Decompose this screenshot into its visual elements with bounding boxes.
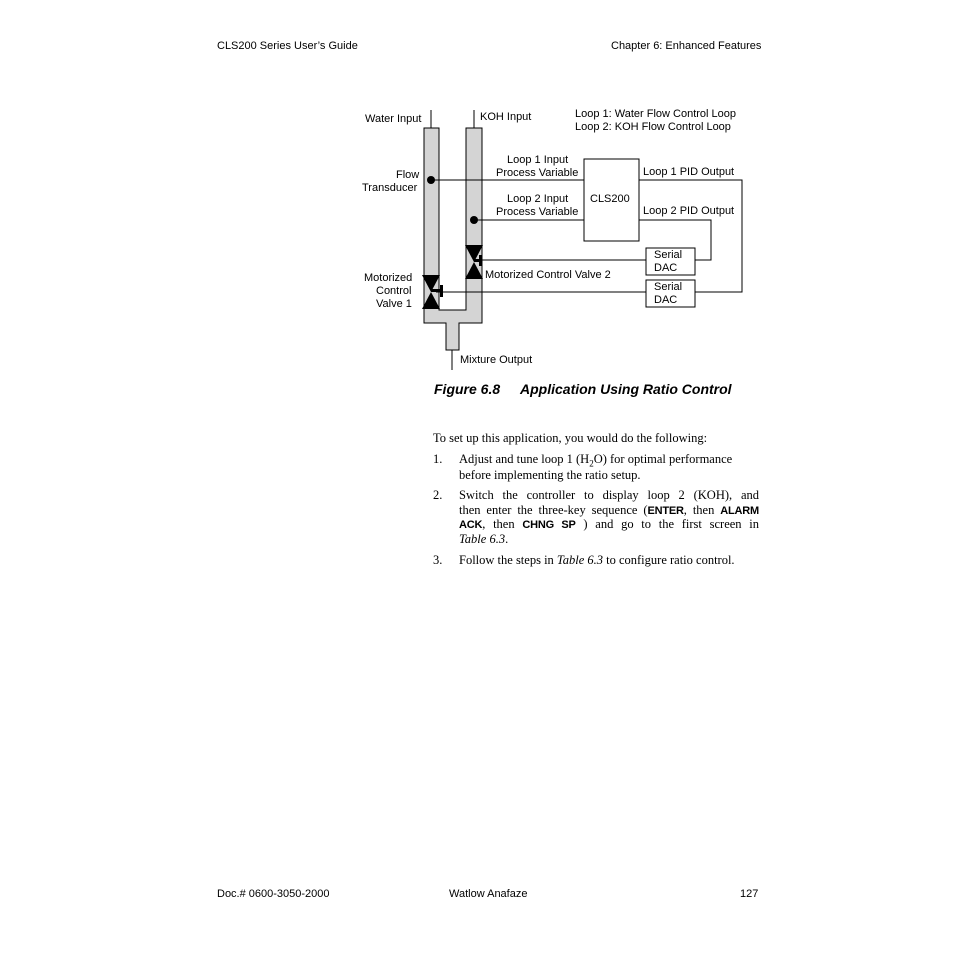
header-guide-title: CLS200 Series User’s Guide [217,40,358,52]
figure-title: Application Using Ratio Control [520,381,732,397]
enter-key-label: ENTER [647,505,684,517]
alarm-key-label: ALARM [720,505,759,517]
chng-sp-key-label: CHNG SP [522,519,576,531]
flow-transducer-dot-1 [427,176,435,184]
loop2-pv-label: Process Variable [496,206,579,218]
table-reference: Table 6.3 [459,532,506,546]
footer-doc-number: Doc.# 0600-3050-2000 [217,888,330,900]
footer-page-number: 127 [740,888,759,900]
legend-loop1: Loop 1: Water Flow Control Loop [575,108,737,120]
figure-number: Figure 6.8 [434,381,501,397]
step1-text-b: O) for optimal performance [593,452,733,466]
valve1-label-line1: Motorized [364,272,413,284]
step1-line2: before implementing the ratio setup. [459,468,641,482]
loop2-pid-label: Loop 2 PID Output [643,205,735,217]
valve1-label-line2: Control [376,285,412,297]
step1-text-a: Adjust and tune loop 1 (H [459,452,590,466]
transducer-label: Transducer [362,182,418,194]
step2-line3 [459,517,759,533]
pipe-body [424,128,482,350]
step2-text-a: then enter the three-key sequence ( [459,503,648,517]
flow-transducer-dot-2 [470,216,478,224]
intro-paragraph: To set up this application, you would do the following: [433,431,708,445]
cls200-label: CLS200 [590,193,630,205]
valve2-label: Motorized Control Valve 2 [485,269,611,281]
step2-text-d: ) and go to the first screen in [583,517,760,531]
step2-line4 [459,532,508,547]
step3-text-b: to configure ratio control. [603,553,735,567]
step2-text-e: . [505,532,509,546]
ack-key-label: ACK [459,519,483,531]
water-input-label: Water Input [365,113,422,125]
valve1-label-line3: Valve 1 [376,298,412,310]
koh-input-label: KOH Input [480,111,532,123]
step1-subscript: 2 [589,458,594,469]
legend-loop2: Loop 2: KOH Flow Control Loop [575,121,731,133]
footer-company: Watlow Anafaze [449,888,528,900]
step2-text-c: , then [482,517,523,531]
serial-dac-1-line2: DAC [654,262,678,274]
serial-dac-2-line2: DAC [654,294,678,306]
loop1-pid-label: Loop 1 PID Output [643,166,735,178]
step1-number: 1. [433,452,443,466]
table-reference-2: Table 6.3 [556,553,603,567]
loop1-input-label: Loop 1 Input [507,154,569,166]
flow-label: Flow [396,169,420,181]
step3-number: 3. [433,553,443,567]
step3-line [459,553,735,568]
header-chapter-title: Chapter 6: Enhanced Features [611,40,762,52]
serial-dac-1-line1: Serial [654,249,683,261]
mixture-output-label: Mixture Output [460,354,533,366]
serial-dac-2-line1: Serial [654,281,683,293]
step2-line1: Switch the controller to display loop 2 (KOH), and [459,488,759,502]
loop1-pv-label: Process Variable [496,167,579,179]
loop2-input-label: Loop 2 Input [507,193,569,205]
step2-number: 2. [433,488,443,502]
step2-text-b: , then [683,503,721,517]
step3-text-a: Follow the steps in [459,553,557,567]
